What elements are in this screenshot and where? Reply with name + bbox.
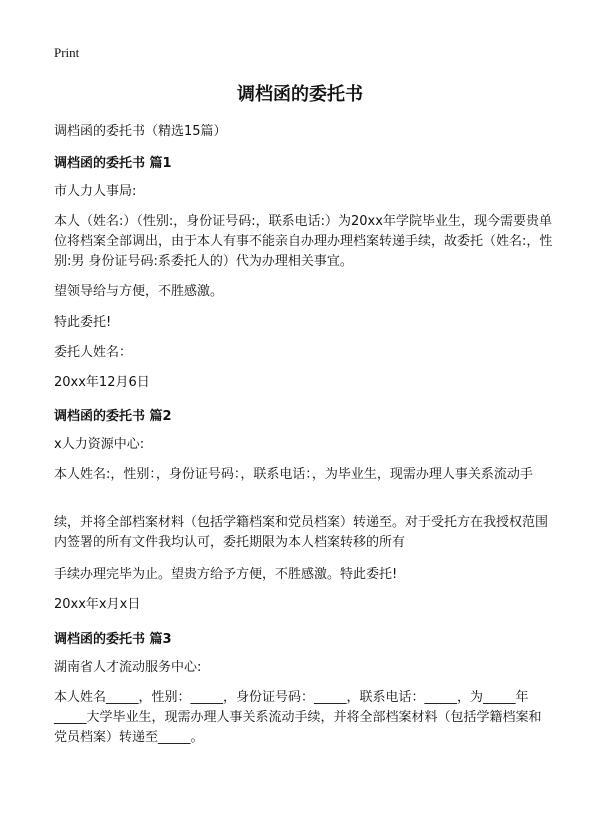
section-1-recipient: 市人力人事局: (54, 184, 137, 199)
section-3-body-text: 本人姓名_____，性别：_____，身份证号码：_____，联系电话：_____，为_____年_____大学毕业生，现需办理人事关系流动手续，并将全部档案材料（包括学籍档案和党员档案）转递至_____。 (54, 690, 542, 745)
section-1-body-text: 本人（姓名:）（性别:，身份证号码:，联系电话:）为20xx年学院毕业生，现今需要贵单位将档案全部调出，由于本人有事不能亲自办理办理档案转递手续，故委托（姓名:，性别:男 身份证号码:系委托人的）代为办理相关事宜。 (54, 214, 553, 269)
section-2-date: 20xx年x月x日 (54, 597, 141, 612)
section-2-body-1 (54, 465, 554, 485)
section-1-date: 20xx年12月6日 (54, 375, 150, 390)
section-2-body-3: 手续办理完毕为止。望贵方给予方便，不胜感激。特此委托! (54, 567, 398, 582)
section-1-body (54, 212, 554, 272)
section-2-body-2-text: 续，并将全部档案材料（包括学籍档案和党员档案）转递至。对于受托方在我授权范围内签署的所有文件我均认可，委托期限为本人档案转移的所有 (54, 515, 549, 550)
section-2-body-2 (54, 513, 554, 553)
section-3-body (54, 688, 554, 748)
section-1-para-3: 委托人姓名： (54, 345, 133, 360)
section-1-para-2: 特此委托! (54, 315, 112, 330)
section-2-heading-wrap (54, 405, 560, 424)
section-1-heading-wrap (54, 152, 560, 171)
doc-subtitle: 调档函的委托书（精选15篇） (54, 124, 227, 139)
section-2-body-1-text: 本人姓名:，性别：，身份证号码：，联系电话：，为毕业生，现需办理人事关系流动手 (54, 467, 533, 482)
section-heading: 调档函的委托书 篇1 (54, 156, 172, 171)
section-heading: 调档函的委托书 篇3 (54, 632, 172, 647)
doc-title: 调档函的委托书 (237, 84, 363, 105)
section-2-recipient: x人力资源中心: (54, 437, 145, 452)
section-3-heading-wrap (54, 628, 560, 647)
section-3-recipient: 湖南省人才流动服务中心: (54, 660, 202, 675)
section-heading: 调档函的委托书 篇2 (54, 409, 172, 424)
section-1-para-1: 望领导给与方便，不胜感激。 (54, 284, 224, 299)
print-label: Print (54, 45, 80, 60)
